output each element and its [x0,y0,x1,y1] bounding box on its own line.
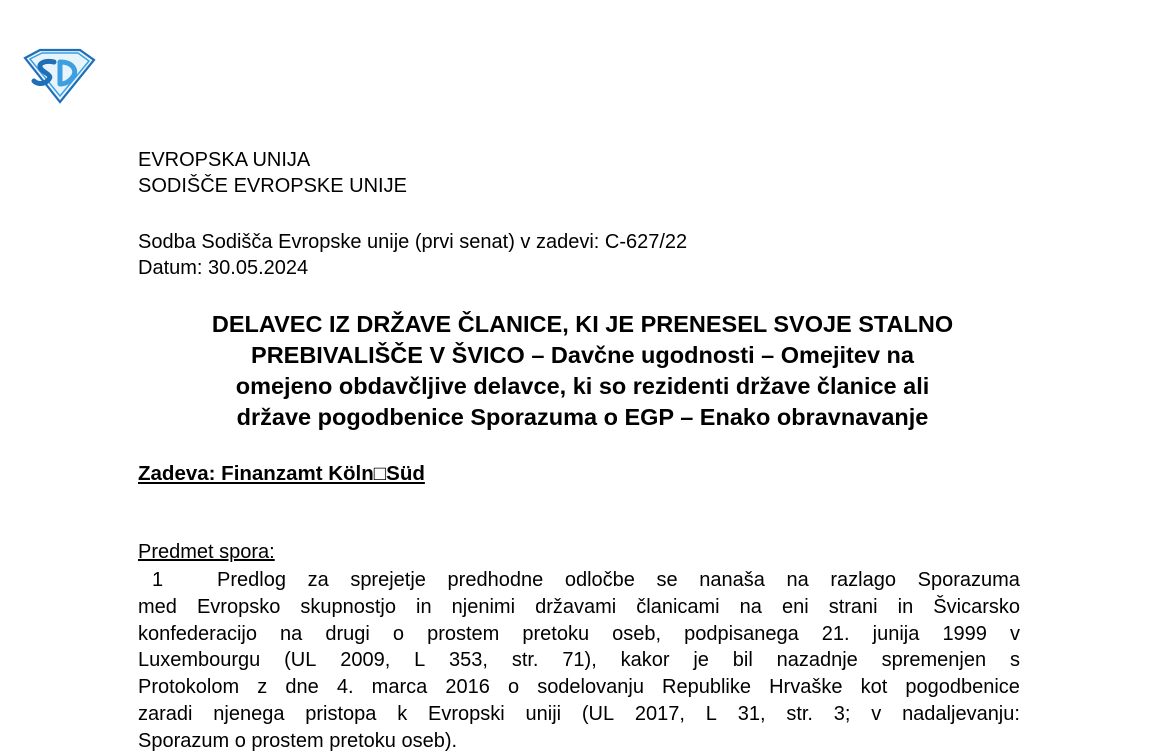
case-parties: Zadeva: Finanzamt Köln□Süd [138,462,425,485]
section-heading-predmet: Predmet spora: [138,541,275,563]
paragraph-line: konfederacijo na drugi o prostem pretoku oseb, podpisanega 21. junija 1999 v [138,622,1020,645]
paragraph-1 [138,567,1020,755]
judgment-reference: Sodba Sodišča Evropske unije (prvi senat) v zadevi: C-627/22 [138,231,688,253]
header-court: SODIŠČE EVROPSKE UNIJE [138,175,407,197]
paragraph-line: Protokolom z dne 4. marca 2016 o sodelovanju Republike Hrvaške kot pogodbenice [138,676,1020,699]
header-eu: EVROPSKA UNIJA [138,149,311,171]
paragraph-line: 1 Predlog za sprejetje predhodne odločbe se nanaša na razlago Sporazuma [138,567,1020,594]
title-line: države pogodbenice Sporazuma o EGP – Enako obravnavanje [236,404,929,430]
case-info [138,229,687,281]
paragraph-line: Sporazum o prostem pretoku oseb). [138,729,458,752]
judgment-date: Datum: 30.05.2024 [138,257,309,279]
paragraph-line: zaradi njenega pristopa k Evropski uniji (UL 2017, L 31, str. 3; v nadaljevanju: [138,702,1020,725]
court-logo-icon [22,48,96,104]
title-line: DELAVEC IZ DRŽAVE ČLANICE, KI JE PRENESEL SVOJE STALNO [211,311,954,337]
paragraph-number: 1 [152,569,164,591]
title-line: PREBIVALIŠČE V ŠVICO – Davčne ugodnosti – Omejitev na [251,342,914,368]
paragraph-line: med Evropsko skupnostjo in njenimi državami članicami na eni strani in Švicarsko [138,595,1020,618]
document-header [138,147,407,199]
paragraph-line: Luxembourgu (UL 2009, L 353, str. 71), kakor je bil nazadnje spremenjen s [138,649,1020,672]
title-line: omejeno obdavčljive delavce, ki so rezidenti države članice ali [235,373,930,399]
document-title [120,309,1045,433]
